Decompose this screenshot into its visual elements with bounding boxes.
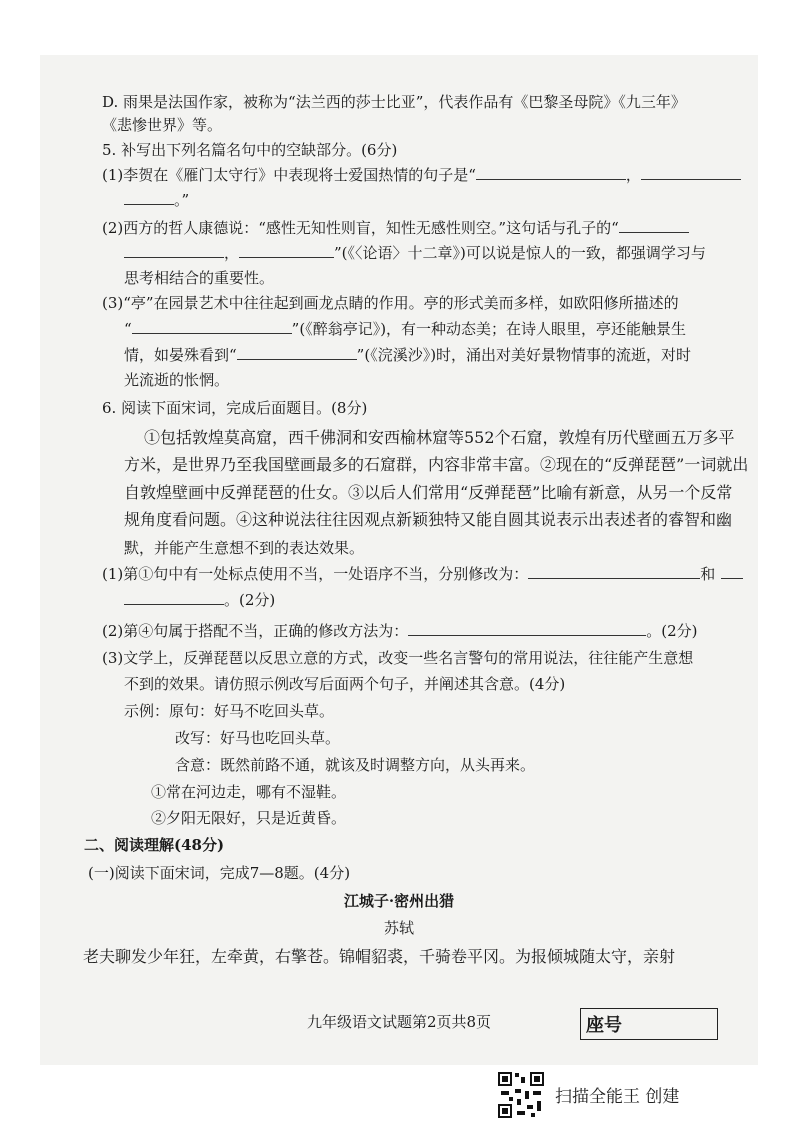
text-line: D. 雨果是法国作家，被称为“法兰西的莎士比亚”，代表作品有《巴黎圣母院》《九三年》 (102, 93, 686, 111)
example-line: 改写：好马也吃回头草。 (175, 729, 341, 747)
answer-blank[interactable] (721, 564, 743, 579)
text: (1)第①句中有一处标点使用不当，一处语序不当，分别修改为： (102, 565, 529, 583)
text: 。(2分) (646, 622, 698, 640)
page-info: 九年级语文试题第2页共8页 (306, 1013, 492, 1031)
section-2-title: 二、阅读理解(48分) (84, 836, 225, 854)
poem-author: 苏轼 (383, 919, 414, 937)
poem-line: 老夫聊发少年狂，左牵黄，右擎苍。锦帽貂裘，千骑卷平冈。为报倾城随太守，亲射 (83, 947, 676, 966)
text: 。” (174, 191, 190, 209)
text: ”(《〈论语〉十二章》)可以说是惊人的一致，都强调学习与 (334, 244, 706, 262)
question-6-1 (102, 564, 743, 584)
answer-blank[interactable] (476, 165, 626, 180)
question-5-title: 5. 补写出下列名篇名句中的空缺部分。(6分) (102, 141, 398, 159)
scanner-watermark: 扫描全能王 创建 (555, 1087, 680, 1107)
text: 情，如晏殊看到“ (124, 346, 237, 364)
answer-blank[interactable] (408, 621, 646, 636)
text-line: 光流逝的怅惘。 (124, 371, 230, 389)
section-2-1-title: (一)阅读下面宋词，完成7—8题。(4分) (88, 864, 351, 882)
passage-line: ①包括敦煌莫高窟，西千佛洞和安西榆林窟等552个石窟，敦煌有历代壁画五万多平 (144, 428, 735, 447)
text: ”(《醉翁亭记》)，有一种动态美；在诗人眼里，亭还能触景生 (291, 320, 687, 338)
answer-blank[interactable] (619, 218, 689, 233)
question-6-title: 6. 阅读下面宋词，完成后面题目。(8分) (102, 399, 368, 417)
answer-blank[interactable] (528, 564, 700, 579)
text: (2)第④句属于搭配不当，正确的修改方法为： (102, 622, 409, 640)
passage-line: 方米，是世界乃至我国壁画最多的石窟群，内容非常丰富。②现在的“反弹琵琶”一词就出 (124, 455, 749, 474)
text-line: 《悲惨世界》等。 (102, 116, 223, 134)
example-line: 示例：原句：好马不吃回头草。 (124, 702, 335, 720)
question-6-2 (102, 621, 698, 641)
question-6-1-cont (124, 590, 275, 610)
question-5-2 (102, 218, 689, 238)
exam-paper (40, 55, 758, 1065)
answer-blank[interactable] (124, 590, 224, 605)
text: (2)西方的哲人康德说：“感性无知性则盲，知性无感性则空。”这句话与孔子的“ (102, 219, 619, 237)
text: “ (124, 320, 132, 338)
text: (1)李贺在《雁门太守行》中表现将士爱国热情的句子是“ (102, 166, 476, 184)
seat-label: 座号 (586, 1015, 622, 1036)
text: ”(《浣溪沙》)时，涌出对美好景物情事的流逝，对时 (356, 346, 692, 364)
text: 。(2分) (224, 591, 276, 609)
question-6-3: (3)文学上，反弹琵琶以反思立意的方式，改变一些名言警句的常用说法，往往能产生意想 (102, 649, 694, 667)
question-5-3: (3)“亭”在园景艺术中往往起到画龙点睛的作用。亭的形式美而多样，如欧阳修所描述的 (102, 294, 679, 312)
text: ， (625, 166, 641, 184)
answer-blank[interactable] (239, 243, 334, 258)
example-line: 含意：既然前路不通，就该及时调整方向，从头再来。 (175, 756, 536, 774)
sentence-2: ②夕阳无限好，只是近黄昏。 (151, 809, 347, 827)
sentence-1: ①常在河边走，哪有不湿鞋。 (151, 783, 347, 801)
poem-title: 江城子·密州出猎 (343, 892, 455, 910)
passage-line: 规角度看问题。④这种说法往往因观点新颖独特又能自圆其说表示出表述者的睿智和幽 (124, 510, 733, 529)
question-5-3-cont (124, 319, 686, 339)
question-5-2-cont (124, 243, 706, 263)
qr-code-icon (497, 1071, 545, 1119)
text: 和 (700, 565, 716, 583)
question-5-3-cont2 (124, 345, 691, 365)
question-5-1-cont (124, 190, 189, 210)
passage-line: 默，并能产生意想不到的表达效果。 (124, 539, 365, 557)
answer-blank[interactable] (124, 190, 174, 205)
text-line: 思考相结合的重要性。 (124, 269, 275, 287)
answer-blank[interactable] (641, 165, 741, 180)
passage-line: 自敦煌壁画中反弹琵琶的仕女。③以后人们常用“反弹琵琶”比喻有新意，从另一个反常 (124, 483, 733, 502)
answer-blank[interactable] (132, 319, 292, 334)
text: ， (224, 244, 240, 262)
text-line: 不到的效果。请仿照示例改写后面两个句子，并阐述其含意。(4分) (124, 675, 566, 693)
question-5-1 (102, 165, 741, 185)
answer-blank[interactable] (124, 243, 224, 258)
answer-blank[interactable] (237, 345, 357, 360)
